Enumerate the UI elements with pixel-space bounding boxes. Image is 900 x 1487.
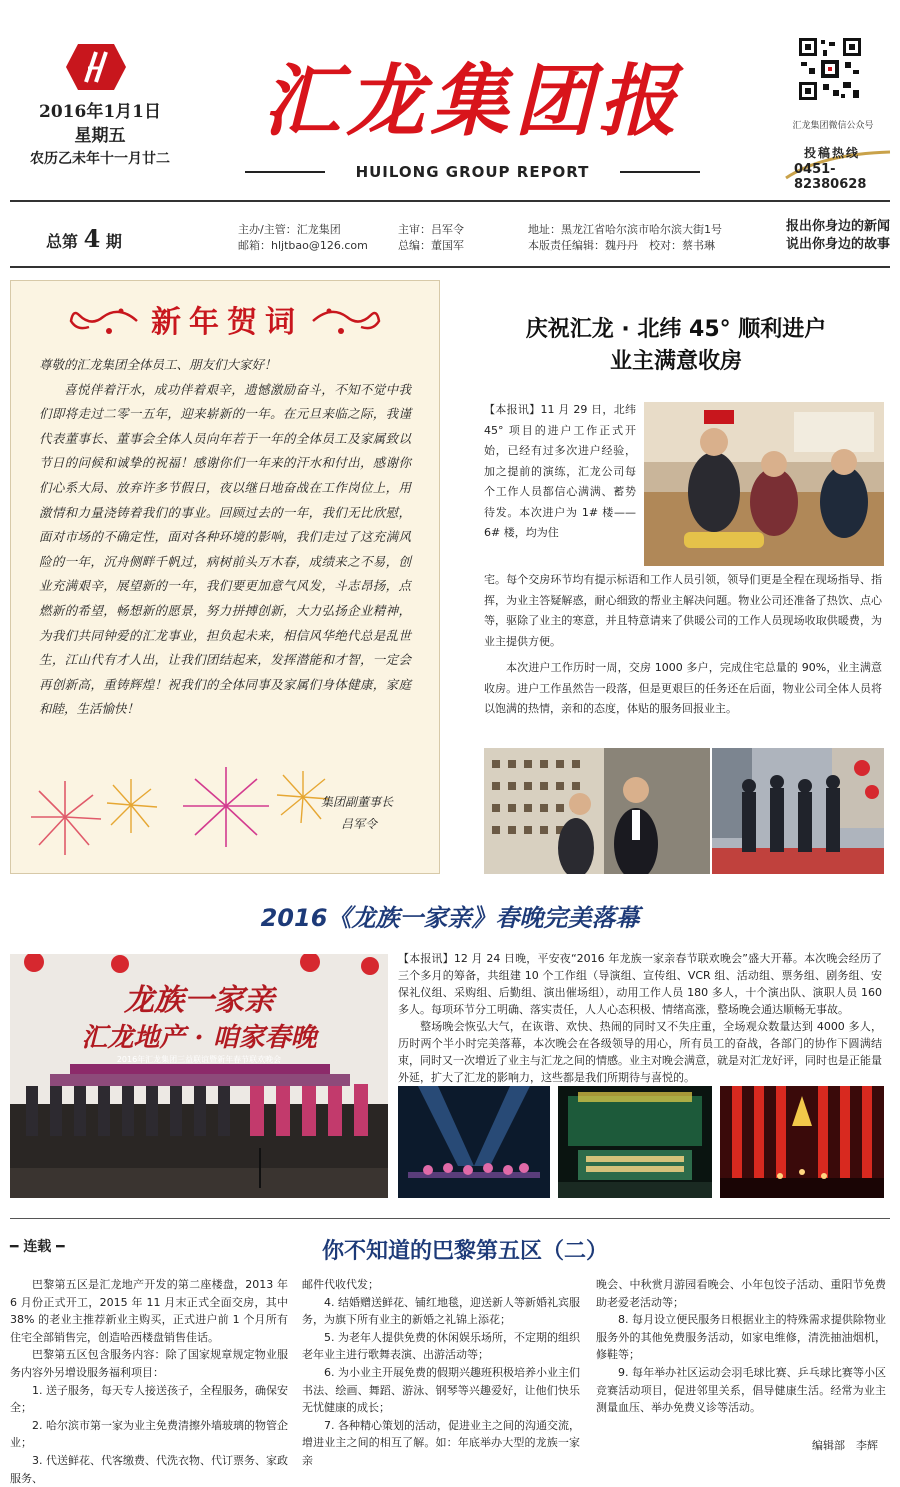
date-block (10, 100, 190, 170)
slogan-line2: 说出你身边的故事 (786, 237, 891, 252)
greeting-paragraph: 喜悦伴着汗水，成功伴着艰辛，遗憾激励奋斗，不知不觉中我们即将走过二零一五年，迎来崭新的一年。在元旦来临之际，我谨代表董事长、董事会全体人员向年若于一年的全体员工及家属致以节日的问候和诚挚的祝福！感谢你们一年来的汗水和付出，感谢你们心系大局、放弃许多节假日，夜以继日地奋战在工作岗位上，用激情和力量浇铸着我们的事业。回顾过去的一年，我们无比欣慰，面对市场的不确定性，面对各种环境的影响，我们走过了这充满风险的一年，沉舟侧畔千帆过，病树前头万木春，成绩来之不易，创业充满艰辛，展望新的一年，我们要更加意气风发，斗志昂扬，点燃新的希望，畅想新的愿景，努力拼搏创新，大力弘扬企业精神，为我们共同钟爱的汇龙事业，担负起未来，相信风华绝代总是乱世生，江山代有才人出，让我们团结起来，发挥潜能和才智，一定会再创新高，重铸辉煌！祝我们的全体同事及家属们身体健康，家庭和睦，生活愉快！ (39, 381, 411, 717)
article3-title[interactable]: 你不知道的巴黎第五区（二） (321, 1239, 608, 1264)
article3-editor: 编辑部 李辉 (812, 1439, 878, 1452)
serial-tag: ━ 连载 ━ (10, 1239, 65, 1255)
address-info (528, 222, 722, 254)
subtitle-row (245, 160, 700, 184)
issue-weekday: 星期五 (74, 126, 126, 146)
hotline-number: 0451-82380628 (794, 162, 867, 192)
hotline-box (782, 140, 894, 192)
handover-photo[interactable] (644, 402, 884, 566)
article3-paragraph: 晚会、中秋赏月游园看晚会、小年包饺子活动、重阳节免费助老爱老活动等； (596, 1278, 886, 1309)
hotline-title: 投稿热线 (804, 146, 861, 160)
ornament-icon (311, 301, 381, 341)
gala-banner-line2: 汇龙地产 · 咱家春晚 (81, 1023, 317, 1053)
stage-dance-photo[interactable] (398, 1086, 550, 1198)
article1-body (484, 570, 882, 720)
email: 邮箱：hljtbao@126.com (238, 239, 368, 252)
ornament-icon (69, 301, 139, 341)
article3-col1 (10, 1276, 288, 1487)
divider (10, 266, 890, 268)
article1-para1: 宅。每个交房环节均有提示标语和工作人员引领，领导们更是全程在现场指导、指挥，为业主答疑解惑，耐心细致的帮业主解决问题。物业公司还准备了热饮、点心等，驱除了业主的寒意，并且特意请来了供暖公司的工作人员现场收取供暖费，为业主提供方便。 (484, 573, 882, 648)
gala-banner-line1: 龙族一家亲 (124, 983, 274, 1018)
divider (10, 1218, 890, 1219)
issue-number (46, 224, 122, 253)
huilong-logo-icon (66, 44, 126, 90)
article1-title[interactable] (456, 314, 896, 378)
stage-choir-photo[interactable] (558, 1086, 712, 1198)
article3-paragraph: 2. 哈尔滨市第一家为业主免费清擦外墙玻璃的物管企业； (10, 1418, 288, 1450)
article3-paragraph: 7. 各种精心策划的活动，促进业主之间的沟通交流，增进业主之间的相互了解。如：年底举办大型的龙族一家亲 (302, 1418, 580, 1467)
article3-paragraph: 5. 为老年人提供免费的休闲娱乐场所，不定期的组织老年业主进行歌舞表演、出游活动等； (302, 1330, 580, 1362)
security-guards-photo[interactable] (712, 748, 884, 874)
article3-paragraph: 4. 结婚赠送鲜花、铺红地毯，迎送新人等新婚礼宾服务，为旗下所有业主的新婚之礼锦上添花； (302, 1295, 580, 1327)
new-year-greeting-box (10, 280, 440, 874)
slogan-line1: 报出你身边的新闻 (786, 219, 891, 234)
newspaper-subtitle: HUILONG GROUP REPORT (355, 163, 590, 181)
greeting-signature (321, 791, 431, 835)
editor-info (398, 222, 464, 254)
sponsor-info (238, 222, 368, 254)
divider (10, 200, 890, 202)
article3-paragraph: 6. 为小业主开展免费的假期兴趣班积极培养小业主们书法、绘画、舞蹈、游泳、钢琴等兴趣爱好，让他们快乐无忧健康的成长； (302, 1365, 580, 1415)
lunar-date: 农历乙未年十一月廿二 (30, 151, 170, 167)
page-editors: 本版责任编辑：魏丹丹 校对：蔡书琳 (528, 239, 715, 252)
firework-icon (23, 767, 163, 867)
chief-editor: 总编：董国军 (398, 239, 464, 252)
article3-paragraph: 巴黎第五区是汇龙地产开发的第二座楼盘，2013 年 6 月份正式开工，2015 年 11 月末正式全面交房，其中 38% 的老业主推荐新业主购买，正式进户前 1 个月所有住宅全部销售完，创造哈西楼盘销售佳话。 (10, 1278, 288, 1344)
divider (245, 171, 325, 173)
serial-tag-label: 连载 (23, 1239, 52, 1255)
qr-code-icon[interactable] (797, 36, 863, 102)
signature-name: 吕军令 (341, 817, 378, 831)
stage-lights-photo[interactable] (720, 1086, 884, 1198)
issue-value: 4 (83, 224, 101, 253)
qr-label: 汇龙集团微信公众号 (792, 121, 874, 131)
article1-intro: 【本报讯】11 月 29 日，北纬 45° 项目的进户工作正式开始，已经有过多次进户经验，加之提前的演练，汇龙公司每个工作人员都信心满满、蓄势待发。本次进户为 1# 楼——6# 楼，均为住 (484, 403, 636, 539)
article1-title-line1: 庆祝汇龙 · 北纬 45° 顺利进户 (525, 317, 827, 342)
firework-icon (171, 761, 281, 851)
issue-prefix: 总第 (46, 232, 79, 251)
article3-paragraph: 3. 代送鲜花、代客缴费、代洗衣物、代订票务、家政服务、 (10, 1453, 288, 1485)
greeting-body (39, 353, 411, 722)
issue-date: 2016年1月1日 (39, 102, 161, 122)
gala-group-photo[interactable] (10, 954, 388, 1198)
article3-col2 (302, 1276, 580, 1470)
article3-paragraph: 1. 送子服务，每天专人接送孩子，全程服务，确保安全； (10, 1383, 288, 1415)
article1-title-line2: 业主满意收房 (609, 349, 742, 374)
article1-para2: 本次进户工作历时一周，交房 1000 多户，完成住宅总量的 90%，业主满意收房。进户工作虽然告一段落，但是更艰巨的任务还在后面，物业公司全体人员将以饱满的热情，亲和的态度，体贴的服务回报业主。 (484, 661, 882, 715)
article2-title[interactable]: 2016《龙族一家亲》春晚完美落幕 (260, 904, 640, 932)
gala-banner-line3: 2016年汇龙集团三益联谊暨新年春节联欢晚会 (116, 1055, 282, 1064)
sponsor: 主办/主管：汇龙集团 (238, 223, 341, 236)
greeting-title: 新年贺词 (151, 305, 303, 340)
divider (620, 171, 700, 173)
article3-paragraph: 9. 每年举办社区运动会羽毛球比赛、乒乓球比赛等小区竞赛活动项目，促进邻里关系，倡导健康生活。经常为业主测量血压、举办免费义诊等活动。 (596, 1365, 886, 1415)
newspaper-title: 汇龙集团报 (262, 57, 683, 147)
issue-suffix: 期 (105, 232, 122, 251)
article3-paragraph: 邮件代收代发； (302, 1278, 379, 1291)
article2-para1: 【本报讯】12 月 24 日晚，平安夜“2016 年龙族一家亲春节联欢晚会”盛大开幕。本次晚会经历了三个多月的筹备，共组建 10 个工作组（导演组、宣传组、VCR 组、活动组、票务组、剧务组、安保礼仪组、采购组、后勤组、演出催场组），动用工作人员 180 多人，十个演出队、演职人员 160 多人。每项环节分工明确、落实责任，人人心态积极、情绪高涨，整场晚会通达顺畅无事故。 (398, 952, 882, 1016)
greeting-salutation: 尊敬的汇龙集团全体员工、朋友们大家好！ (39, 357, 277, 372)
address: 地址：黑龙江省哈尔滨市哈尔滨大街1号 (528, 223, 722, 236)
article2-para2: 整场晚会恢弘大气，在诙谐、欢快、热闹的同时又不失庄重，全场观众数量达到 4000 多人，历时两个半小时完美落幕，本次晚会在各级领导的用心，所有员工的奋战，各部门的协作下圆满结束，同时又一次增近了业主与汇龙之间的情感。业主对晚会满意，就是对汇龙好评，同时也是正能量外延，扩大了汇龙的影响力，这些都是我们所期待与喜悦的。 (398, 1020, 883, 1084)
article3-col3 (596, 1276, 886, 1417)
article3-paragraph: 巴黎第五区包含服务内容：除了国家规章规定物业服务内容外另增设服务福利项目： (10, 1348, 288, 1379)
slogan (786, 218, 890, 254)
editor-in-chief: 主审：吕军令 (398, 223, 464, 236)
article3-paragraph: 8. 每月设立便民服务日根据业主的特殊需求提供除物业服务外的其他免费服务活动，如家电维修，清洗抽油烟机，修鞋等； (596, 1313, 886, 1362)
signature-title: 集团副董事长 (321, 795, 394, 809)
article2-body (398, 950, 882, 1086)
key-wall-photo[interactable] (484, 748, 710, 874)
